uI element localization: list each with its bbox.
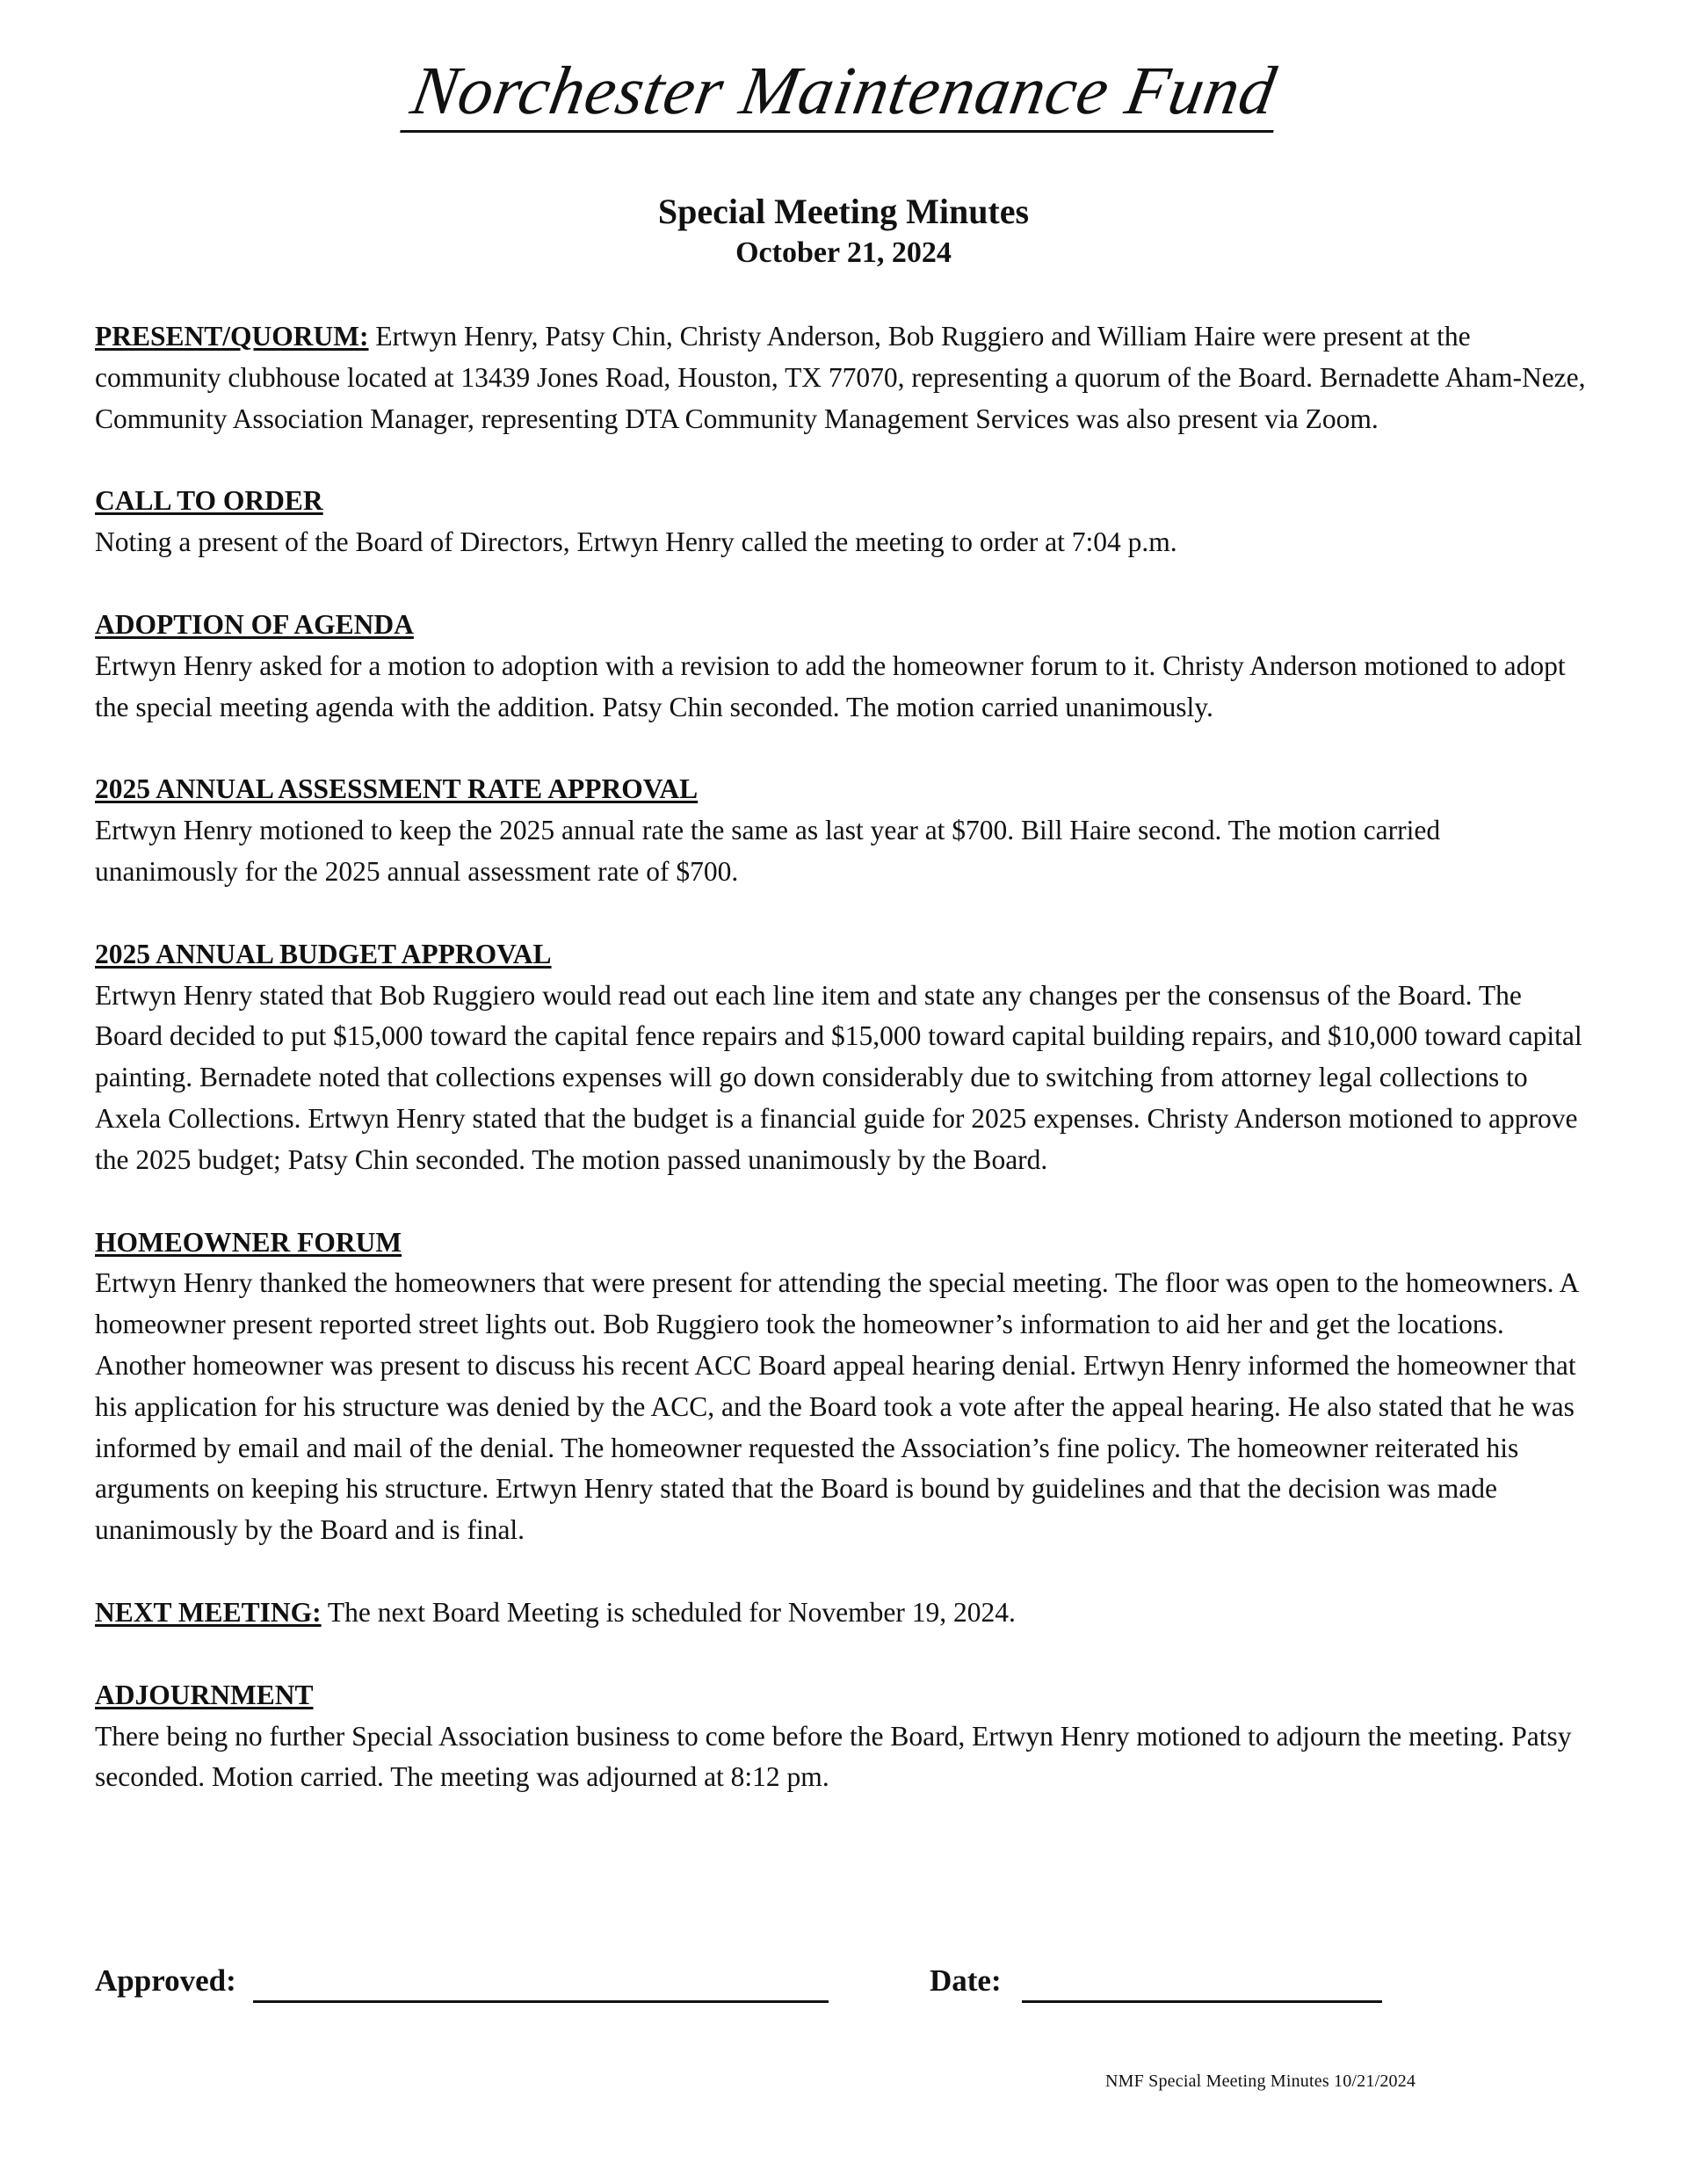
section-budget-approval — [95, 934, 1589, 1181]
budget-approval-heading: 2025 ANNUAL BUDGET APPROVAL — [95, 938, 552, 969]
section-assessment-rate — [95, 769, 1589, 892]
homeowner-forum-heading: HOMEOWNER FORUM — [95, 1226, 402, 1258]
date-signature-line — [1022, 2000, 1382, 2003]
approved-signature-line — [253, 2000, 829, 2003]
adoption-of-agenda-text: Ertwyn Henry asked for a motion to adoption with a revision to add the homeowner forum to it. Christy Anderson motioned to adopt the special meeting agenda with the addition. Patsy Chin seconded. The motion carried unanimously. — [95, 649, 1566, 722]
document-title: Special Meeting Minutes — [657, 192, 1030, 231]
page-footer: NMF Special Meeting Minutes 10/21/2024 — [1105, 2072, 1416, 2091]
call-to-order-heading: CALL TO ORDER — [95, 485, 323, 517]
signature-block — [95, 1963, 1589, 2009]
call-to-order-text: Noting a present of the Board of Directors, Ertwyn Henry called the meeting to order at 7:04 p.m. — [95, 526, 1177, 558]
adjournment-heading: ADJOURNMENT — [95, 1679, 314, 1710]
next-meeting-text: The next Board Meeting is scheduled for November 19, 2024. — [327, 1596, 1016, 1628]
next-meeting-heading: NEXT MEETING: — [95, 1596, 322, 1628]
organization-logo: Norchester Maintenance Fund — [400, 54, 1286, 133]
section-adoption-of-agenda — [95, 605, 1589, 728]
section-call-to-order — [95, 481, 1589, 563]
section-adjournment — [95, 1675, 1589, 1798]
logo-container — [0, 54, 1687, 133]
adjournment-text: There being no further Special Association business to come before the Board, Ertwyn Henry motioned to adjourn the meeting. Patsy seconded. Motion carried. The meeting was adjourned at 8:12 pm. — [95, 1720, 1572, 1793]
approved-label: Approved: — [95, 1963, 236, 1998]
assessment-rate-text: Ertwyn Henry motioned to keep the 2025 annual rate the same as last year at $700. Bill Haire second. The motion carried unanimously for the 2025 annual assessment rate of $700. — [95, 815, 1441, 887]
assessment-rate-heading: 2025 ANNUAL ASSESSMENT RATE APPROVAL — [95, 773, 699, 805]
section-homeowner-forum — [95, 1223, 1589, 1551]
present-quorum-text: Ertwyn Henry, Patsy Chin, Christy Anderson, Bob Ruggiero and William Haire were present at the community clubhouse located at 13439 Jones Road, Houston, TX 77070, representing a quorum of the Board. Bernadette Aham-Neze, Community Association Manager, representing DTA Community Management Services was also present via Zoom. — [95, 321, 1586, 434]
present-quorum-heading: PRESENT/QUORUM: — [95, 321, 369, 352]
minutes-body — [95, 316, 1589, 1839]
date-label: Date: — [930, 1963, 1002, 1998]
budget-approval-text: Ertwyn Henry stated that Bob Ruggiero would read out each line item and state any changes per the consensus of the Board. The Board decided to put $15,000 toward the capital fence repairs and $15,000 toward capital building repairs, and $10,000 toward capital painting. Bernadete noted that collections expenses will go down considerably due to switching from attorney legal collections to Axela Collections. Ertwyn Henry stated that the budget is a financial guide for 2025 expenses. Christy Anderson motioned to approve the 2025 budget; Patsy Chin seconded. The motion passed unanimously by the Board. — [95, 979, 1582, 1175]
homeowner-forum-text: Ertwyn Henry thanked the homeowners that were present for attending the special meeting. The floor was open to the homeowners. A homeowner present reported street lights out. Bob Ruggiero took the homeowner’s information to aid her and get the locations. Another homeowner was present to discuss his recent ACC Board appeal hearing denial. Ertwyn Henry informed the homeowner that his application for his structure was denied by the ACC, and the Board took a vote after the appeal hearing. He also stated that he was informed by email and mail of the denial. The homeowner requested the Association’s fine policy. The homeowner reiterated his arguments on keeping his structure. Ertwyn Henry stated that the Board is bound by guidelines and that the decision was made unanimously by the Board and is final. — [95, 1267, 1578, 1546]
section-next-meeting — [95, 1593, 1589, 1634]
document-date: October 21, 2024 — [735, 236, 952, 269]
section-present-quorum — [95, 316, 1589, 439]
adoption-of-agenda-heading: ADOPTION OF AGENDA — [95, 608, 414, 640]
